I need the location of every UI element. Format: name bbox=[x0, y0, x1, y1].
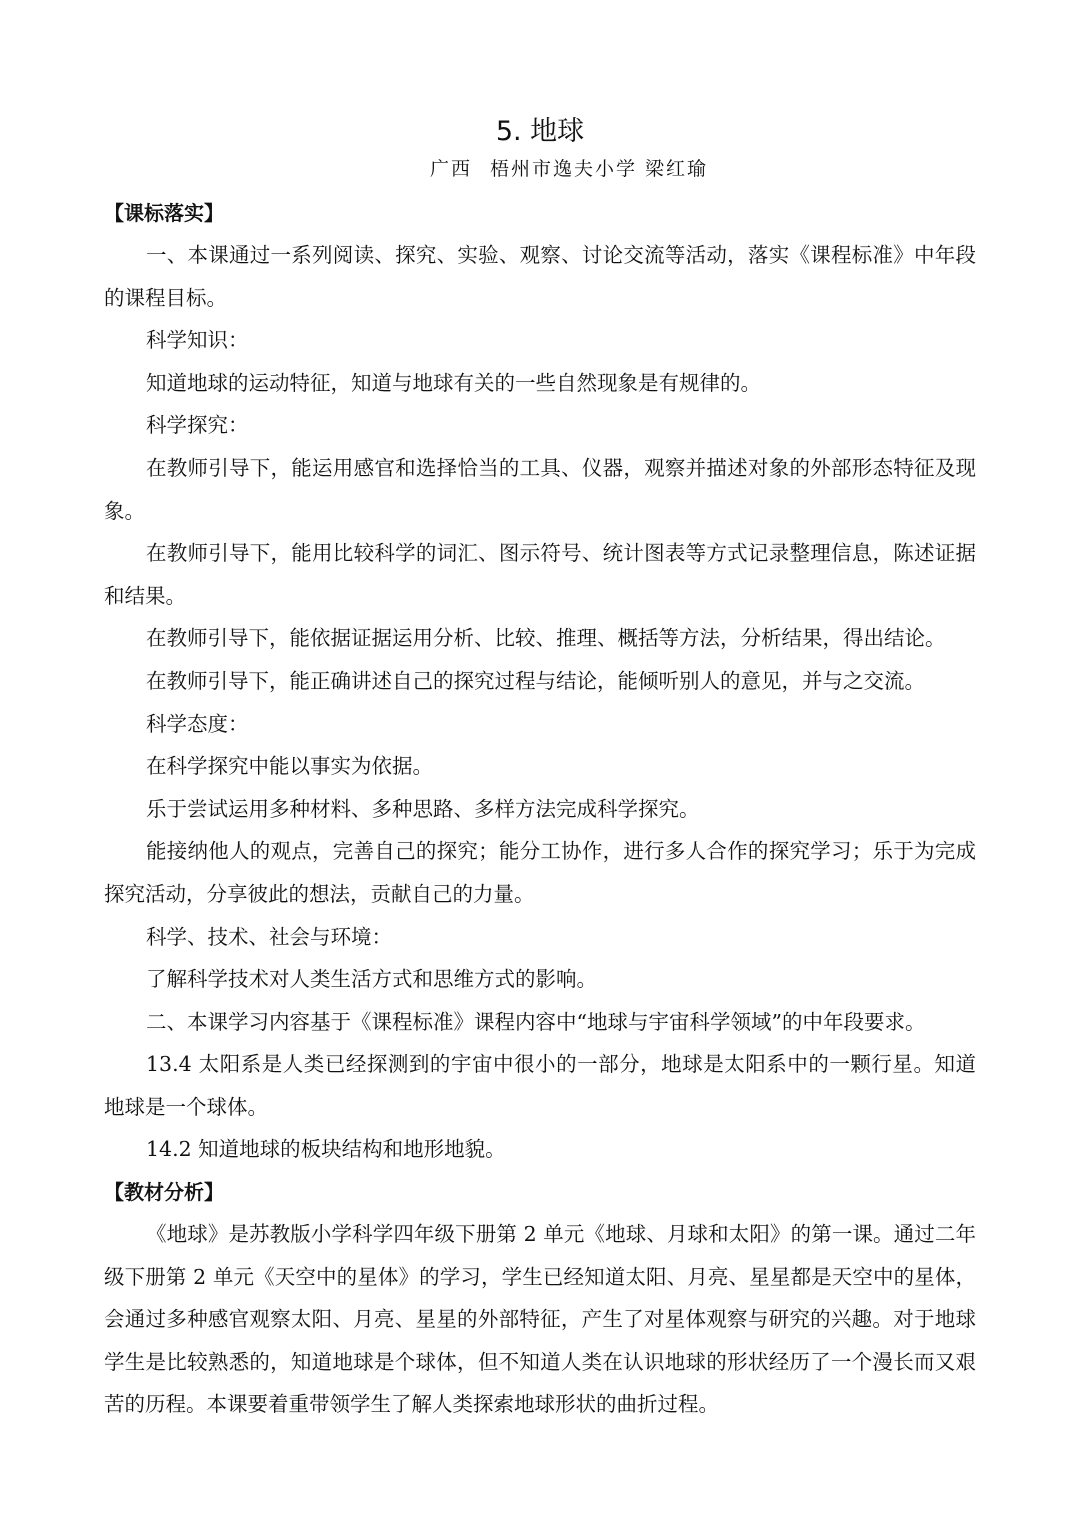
page-title: 5. 地球 bbox=[495, 116, 585, 147]
section-heading-textbook-analysis: 【教材分析】 bbox=[104, 1180, 224, 1205]
paragraph: 能接纳他人的观点，完善自己的探究；能分工协作，进行多人合作的探究学习；乐于为完成探究活动，分享彼此的想法，贡献自己的力量。 bbox=[104, 839, 976, 906]
author-school-name: 梧州市逸夫小学 梁红瑜 bbox=[489, 158, 708, 180]
paragraph: 在教师引导下，能用比较科学的词汇、图示符号、统计图表等方式记录整理信息，陈述证据和结果。 bbox=[104, 541, 976, 608]
paragraph: 在教师引导下，能依据证据运用分析、比较、推理、概括等方法，分析结果，得出结论。 bbox=[146, 626, 946, 651]
paragraph: 了解科学技术对人类生活方式和思维方式的影响。 bbox=[146, 967, 597, 992]
paragraph: 在教师引导下，能运用感官和选择恰当的工具、仪器，观察并描述对象的外部形态特征及现象。 bbox=[104, 455, 976, 523]
paragraph: 乐于尝试运用多种材料、多种思路、多样方法完成科学探究。 bbox=[146, 796, 700, 821]
paragraph: 科学态度： bbox=[146, 711, 249, 736]
author-line bbox=[104, 152, 708, 186]
paragraph: 知道地球的运动特征，知道与地球有关的一些自然现象是有规律的。 bbox=[146, 370, 761, 395]
author-region: 广西 bbox=[429, 158, 472, 180]
paragraph: 《地球》是苏教版小学科学四年级下册第 2 单元《地球、月球和太阳》的第一课。通过二年级下册第 2 单元《天空中的星体》的学习，学生已经知道太阳、月亮、星星都是天空中的星体，会通过多种感官观察太阳、月亮、星星的外部特征，产生了对星体观察与研究的兴趣。对于地球学生是比较熟悉的，知道地球是个球体，但不知道人类在认识地球的形状经历了一个漫长而又艰苦的历程。本课要着重带领学生了解人类探索地球形状的曲折过程。 bbox=[104, 1222, 976, 1417]
paragraph: 在科学探究中能以事实为依据。 bbox=[146, 754, 433, 779]
paragraph: 14.2 知道地球的板块结构和地形地貌。 bbox=[146, 1137, 506, 1162]
section-heading-curriculum: 【课标落实】 bbox=[104, 201, 224, 225]
paragraph: 在教师引导下，能正确讲述自己的探究过程与结论，能倾听别人的意见，并与之交流。 bbox=[146, 668, 925, 693]
paragraph: 科学、技术、社会与环境： bbox=[146, 924, 392, 949]
paragraph: 13.4 太阳系是人类已经探测到的宇宙中很小的一部分，地球是太阳系中的一颗行星。知道地球是一个球体。 bbox=[104, 1052, 976, 1119]
paragraph: 一、本课通过一系列阅读、探究、实验、观察、讨论交流等活动，落实《课程标准》中年段的课程目标。 bbox=[104, 243, 976, 310]
paragraph: 科学知识： bbox=[146, 328, 249, 353]
paragraph: 二、本课学习内容基于《课程标准》课程内容中“地球与宇宙科学领域”的中年段要求。 bbox=[146, 1009, 926, 1034]
paragraph: 科学探究： bbox=[146, 413, 249, 438]
